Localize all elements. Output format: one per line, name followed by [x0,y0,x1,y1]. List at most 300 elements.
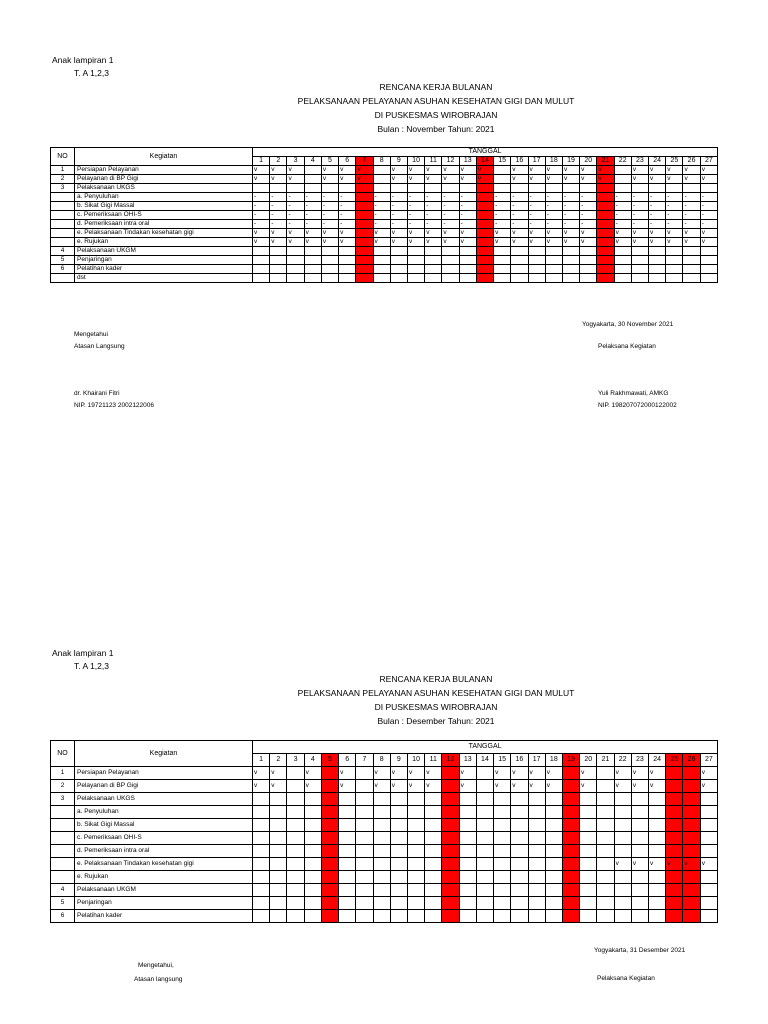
day-cell [476,832,493,845]
executor-role: Pelaksana Kegiatan [597,975,655,982]
day-cell: - [649,202,666,211]
day-cell: v [614,238,631,247]
day-cell [562,910,579,923]
day-cell: v [425,229,442,238]
day-cell [321,780,338,793]
day-cell [425,274,442,283]
day-header: 6 [339,157,356,166]
activity-label: Pelatihan kader [75,910,253,923]
day-cell [614,793,631,806]
day-cell [373,265,390,274]
day-cell [304,871,321,884]
day-cell [528,832,545,845]
day-cell [373,897,390,910]
day-cell [270,858,287,871]
day-cell [287,256,304,265]
day-cell [407,845,424,858]
day-cell [425,184,442,193]
day-cell: v [631,780,648,793]
day-cell [614,184,631,193]
day-cell: v [562,175,579,184]
day-cell [649,845,666,858]
day-cell [597,806,614,819]
day-header: 16 [511,157,528,166]
day-cell [321,793,338,806]
day-cell [494,819,511,832]
executor-name: Yuli Rakhmawati, AMKG [598,390,669,397]
schedule-table [50,740,718,923]
day-cell: - [511,193,528,202]
day-cell [253,884,270,897]
day-cell: - [459,202,476,211]
day-cell [304,845,321,858]
day-cell [373,793,390,806]
day-cell: - [373,211,390,220]
day-cell [339,265,356,274]
day-cell [597,884,614,897]
day-cell [476,806,493,819]
day-cell [614,265,631,274]
row-number: 4 [51,247,75,256]
day-cell [339,819,356,832]
day-cell: - [373,193,390,202]
day-cell: - [683,211,700,220]
day-cell [666,806,683,819]
day-cell [304,175,321,184]
day-cell [407,832,424,845]
day-cell [407,858,424,871]
day-cell: - [373,220,390,229]
day-cell: v [287,229,304,238]
day-cell [356,806,373,819]
day-cell [528,247,545,256]
day-cell [442,845,459,858]
day-cell [390,793,407,806]
day-cell [304,910,321,923]
day-cell [356,871,373,884]
day-cell [425,845,442,858]
day-cell [356,884,373,897]
day-cell: v [545,229,562,238]
activity-label: c. Pemeriksaan OHI-S [75,211,253,220]
day-cell: v [700,858,717,871]
table-row [51,274,718,283]
day-cell [494,845,511,858]
day-cell: - [442,220,459,229]
day-cell: - [700,211,717,220]
day-cell [321,184,338,193]
day-cell [270,910,287,923]
day-cell [683,256,700,265]
day-cell: v [580,780,597,793]
day-cell [356,229,373,238]
day-cell [597,819,614,832]
day-cell [511,247,528,256]
day-cell: v [390,780,407,793]
day-cell [597,767,614,780]
day-cell [666,832,683,845]
day-cell [339,858,356,871]
day-cell [683,806,700,819]
day-cell [649,819,666,832]
day-cell: - [494,220,511,229]
day-cell [339,871,356,884]
row-number: 5 [51,256,75,265]
day-cell [373,175,390,184]
day-cell [562,256,579,265]
day-cell: - [339,211,356,220]
day-cell [407,793,424,806]
day-cell [511,884,528,897]
day-cell [494,175,511,184]
day-cell [597,247,614,256]
day-cell [494,884,511,897]
day-cell: v [442,229,459,238]
day-cell [304,793,321,806]
day-cell [580,884,597,897]
day-cell: - [287,193,304,202]
day-cell [511,845,528,858]
day-cell: v [270,780,287,793]
day-cell [545,871,562,884]
day-cell [597,780,614,793]
day-header: 12 [442,157,459,166]
day-cell [666,247,683,256]
day-cell: - [425,220,442,229]
day-cell [562,897,579,910]
day-cell [356,265,373,274]
day-cell: - [528,202,545,211]
activity-label: e. Pelaksanaan Tindakan kesehatan gigi [75,229,253,238]
day-cell [580,871,597,884]
day-cell [511,793,528,806]
day-cell: - [304,211,321,220]
day-cell [511,910,528,923]
day-cell [442,819,459,832]
day-cell [356,220,373,229]
day-cell [562,806,579,819]
day-cell: v [511,780,528,793]
doc-title: RENCANA KERJA BULANAN [379,82,493,92]
day-cell [476,845,493,858]
day-cell [253,274,270,283]
day-cell [631,910,648,923]
day-cell: - [528,220,545,229]
day-cell [356,211,373,220]
day-cell: v [528,166,545,175]
day-cell [253,910,270,923]
day-header: 8 [373,157,390,166]
day-header: 14 [476,754,493,767]
activity-label: Persiapan Pelayanan [75,166,253,175]
day-cell: - [253,202,270,211]
day-cell: v [390,238,407,247]
day-cell [270,871,287,884]
day-cell: - [425,202,442,211]
approver-role: Atasan langsung [134,976,183,983]
activity-label: Persiapan Pelayanan [75,767,253,780]
day-cell [407,806,424,819]
day-cell [649,910,666,923]
header-tanggal: TANGGAL [253,741,718,754]
day-cell: - [631,202,648,211]
day-header: 2 [270,754,287,767]
day-cell [494,184,511,193]
day-cell: v [545,238,562,247]
day-cell: - [494,211,511,220]
day-cell [511,858,528,871]
day-cell [390,871,407,884]
day-cell [253,793,270,806]
day-cell [700,184,717,193]
day-cell [287,884,304,897]
day-cell: v [511,229,528,238]
day-cell [407,871,424,884]
day-cell [614,806,631,819]
day-cell: - [649,193,666,202]
day-cell [683,184,700,193]
day-cell [649,265,666,274]
day-cell [614,832,631,845]
day-cell: v [339,175,356,184]
day-header: 25 [666,754,683,767]
day-cell [666,871,683,884]
day-cell: v [631,238,648,247]
day-cell: - [287,211,304,220]
day-header: 19 [562,157,579,166]
day-cell [683,871,700,884]
day-cell: v [425,238,442,247]
place-date: Yogyakarta, 31 Desember 2021 [594,947,686,954]
day-cell: - [407,193,424,202]
day-cell: - [287,220,304,229]
day-cell: v [304,780,321,793]
day-cell [287,767,304,780]
doc-period: Bulan : Desember Tahun: 2021 [377,716,495,726]
day-cell [683,780,700,793]
day-cell: v [666,229,683,238]
day-cell [683,910,700,923]
day-cell [442,858,459,871]
day-cell: v [614,780,631,793]
day-cell [442,265,459,274]
day-header: 24 [649,754,666,767]
day-cell [425,858,442,871]
day-cell [562,884,579,897]
day-cell [425,871,442,884]
day-header: 18 [545,157,562,166]
table-row [51,806,718,819]
day-cell [476,767,493,780]
table-row [51,166,718,175]
day-cell [459,184,476,193]
day-cell [407,884,424,897]
doc-location: DI PUSKESMAS WIROBRAJAN [374,702,498,712]
day-cell: - [494,202,511,211]
day-cell [597,193,614,202]
day-cell: - [270,202,287,211]
day-cell [304,265,321,274]
day-cell [253,247,270,256]
day-header: 5 [321,754,338,767]
day-cell: - [580,220,597,229]
day-cell [683,265,700,274]
day-cell [287,897,304,910]
day-cell [580,274,597,283]
day-cell: v [666,238,683,247]
day-cell [597,845,614,858]
day-cell [373,247,390,256]
day-header: 15 [494,754,511,767]
day-cell [683,845,700,858]
day-cell [339,806,356,819]
day-cell [253,265,270,274]
day-cell [545,845,562,858]
day-cell: - [253,211,270,220]
day-cell: v [304,229,321,238]
day-cell: v [390,175,407,184]
day-cell [390,858,407,871]
day-header: 8 [373,754,390,767]
day-cell: v [683,229,700,238]
day-cell: v [631,858,648,871]
day-cell: v [339,238,356,247]
day-cell: - [304,220,321,229]
day-cell [390,832,407,845]
day-cell: v [494,767,511,780]
day-cell: v [253,166,270,175]
day-cell [528,265,545,274]
day-cell [270,184,287,193]
day-cell [666,274,683,283]
day-cell [700,819,717,832]
day-header: 13 [459,754,476,767]
day-cell: v [476,166,493,175]
day-cell [304,832,321,845]
day-cell: - [700,220,717,229]
day-cell [459,274,476,283]
day-cell [270,884,287,897]
day-header: 1 [253,754,270,767]
day-cell [528,256,545,265]
day-cell [321,265,338,274]
row-number: 2 [51,175,75,184]
day-cell [580,247,597,256]
day-cell: v [442,175,459,184]
day-cell: - [339,220,356,229]
day-cell: v [442,166,459,175]
day-cell: - [321,202,338,211]
day-cell [683,274,700,283]
day-cell [683,897,700,910]
day-cell [700,884,717,897]
day-cell: - [459,193,476,202]
day-header: 4 [304,157,321,166]
day-cell [631,884,648,897]
activity-label: Pelaksanaan UKGS [75,793,253,806]
day-cell: - [666,202,683,211]
day-cell [270,265,287,274]
day-cell [683,832,700,845]
day-cell [597,274,614,283]
day-cell [580,897,597,910]
day-cell [528,858,545,871]
day-header: 24 [649,157,666,166]
day-cell [597,211,614,220]
day-cell [356,897,373,910]
day-cell: v [649,229,666,238]
day-cell: - [425,211,442,220]
day-cell: - [339,193,356,202]
row-number [51,871,75,884]
day-cell [494,806,511,819]
day-header: 13 [459,157,476,166]
day-cell [545,265,562,274]
day-cell [459,819,476,832]
day-cell [425,806,442,819]
day-cell: - [407,220,424,229]
day-cell [614,166,631,175]
day-cell: - [614,193,631,202]
activity-label: b. Sikat Gigi Massal [75,819,253,832]
day-cell [373,832,390,845]
executor-nip: NIP. 198207072000122002 [598,402,677,409]
day-cell [597,832,614,845]
day-cell: v [580,767,597,780]
day-cell [700,897,717,910]
day-cell: - [339,202,356,211]
day-cell: - [631,220,648,229]
activity-label: Penjaringan [75,897,253,910]
day-cell: v [683,166,700,175]
day-cell: - [649,211,666,220]
day-cell [339,256,356,265]
day-cell: v [442,238,459,247]
day-cell [580,265,597,274]
day-cell [253,819,270,832]
day-cell [562,832,579,845]
day-cell [459,265,476,274]
day-cell [390,806,407,819]
approver-role: Atasan Langsung [74,343,125,350]
day-header: 20 [580,754,597,767]
day-cell [700,845,717,858]
day-cell: v [614,858,631,871]
day-cell [287,871,304,884]
day-cell [597,184,614,193]
row-number [51,832,75,845]
day-cell [649,884,666,897]
day-cell [253,897,270,910]
day-cell [545,832,562,845]
day-cell [390,184,407,193]
day-cell: v [666,858,683,871]
day-cell [356,238,373,247]
day-header: 25 [666,157,683,166]
day-header: 15 [494,157,511,166]
day-cell [304,247,321,256]
day-cell [614,910,631,923]
day-cell [321,832,338,845]
day-cell [649,871,666,884]
day-cell [321,910,338,923]
day-cell: - [442,211,459,220]
doc-period: Bulan : November Tahun: 2021 [377,124,495,134]
day-cell: v [425,175,442,184]
day-cell [442,274,459,283]
day-cell: - [425,193,442,202]
day-cell [631,845,648,858]
